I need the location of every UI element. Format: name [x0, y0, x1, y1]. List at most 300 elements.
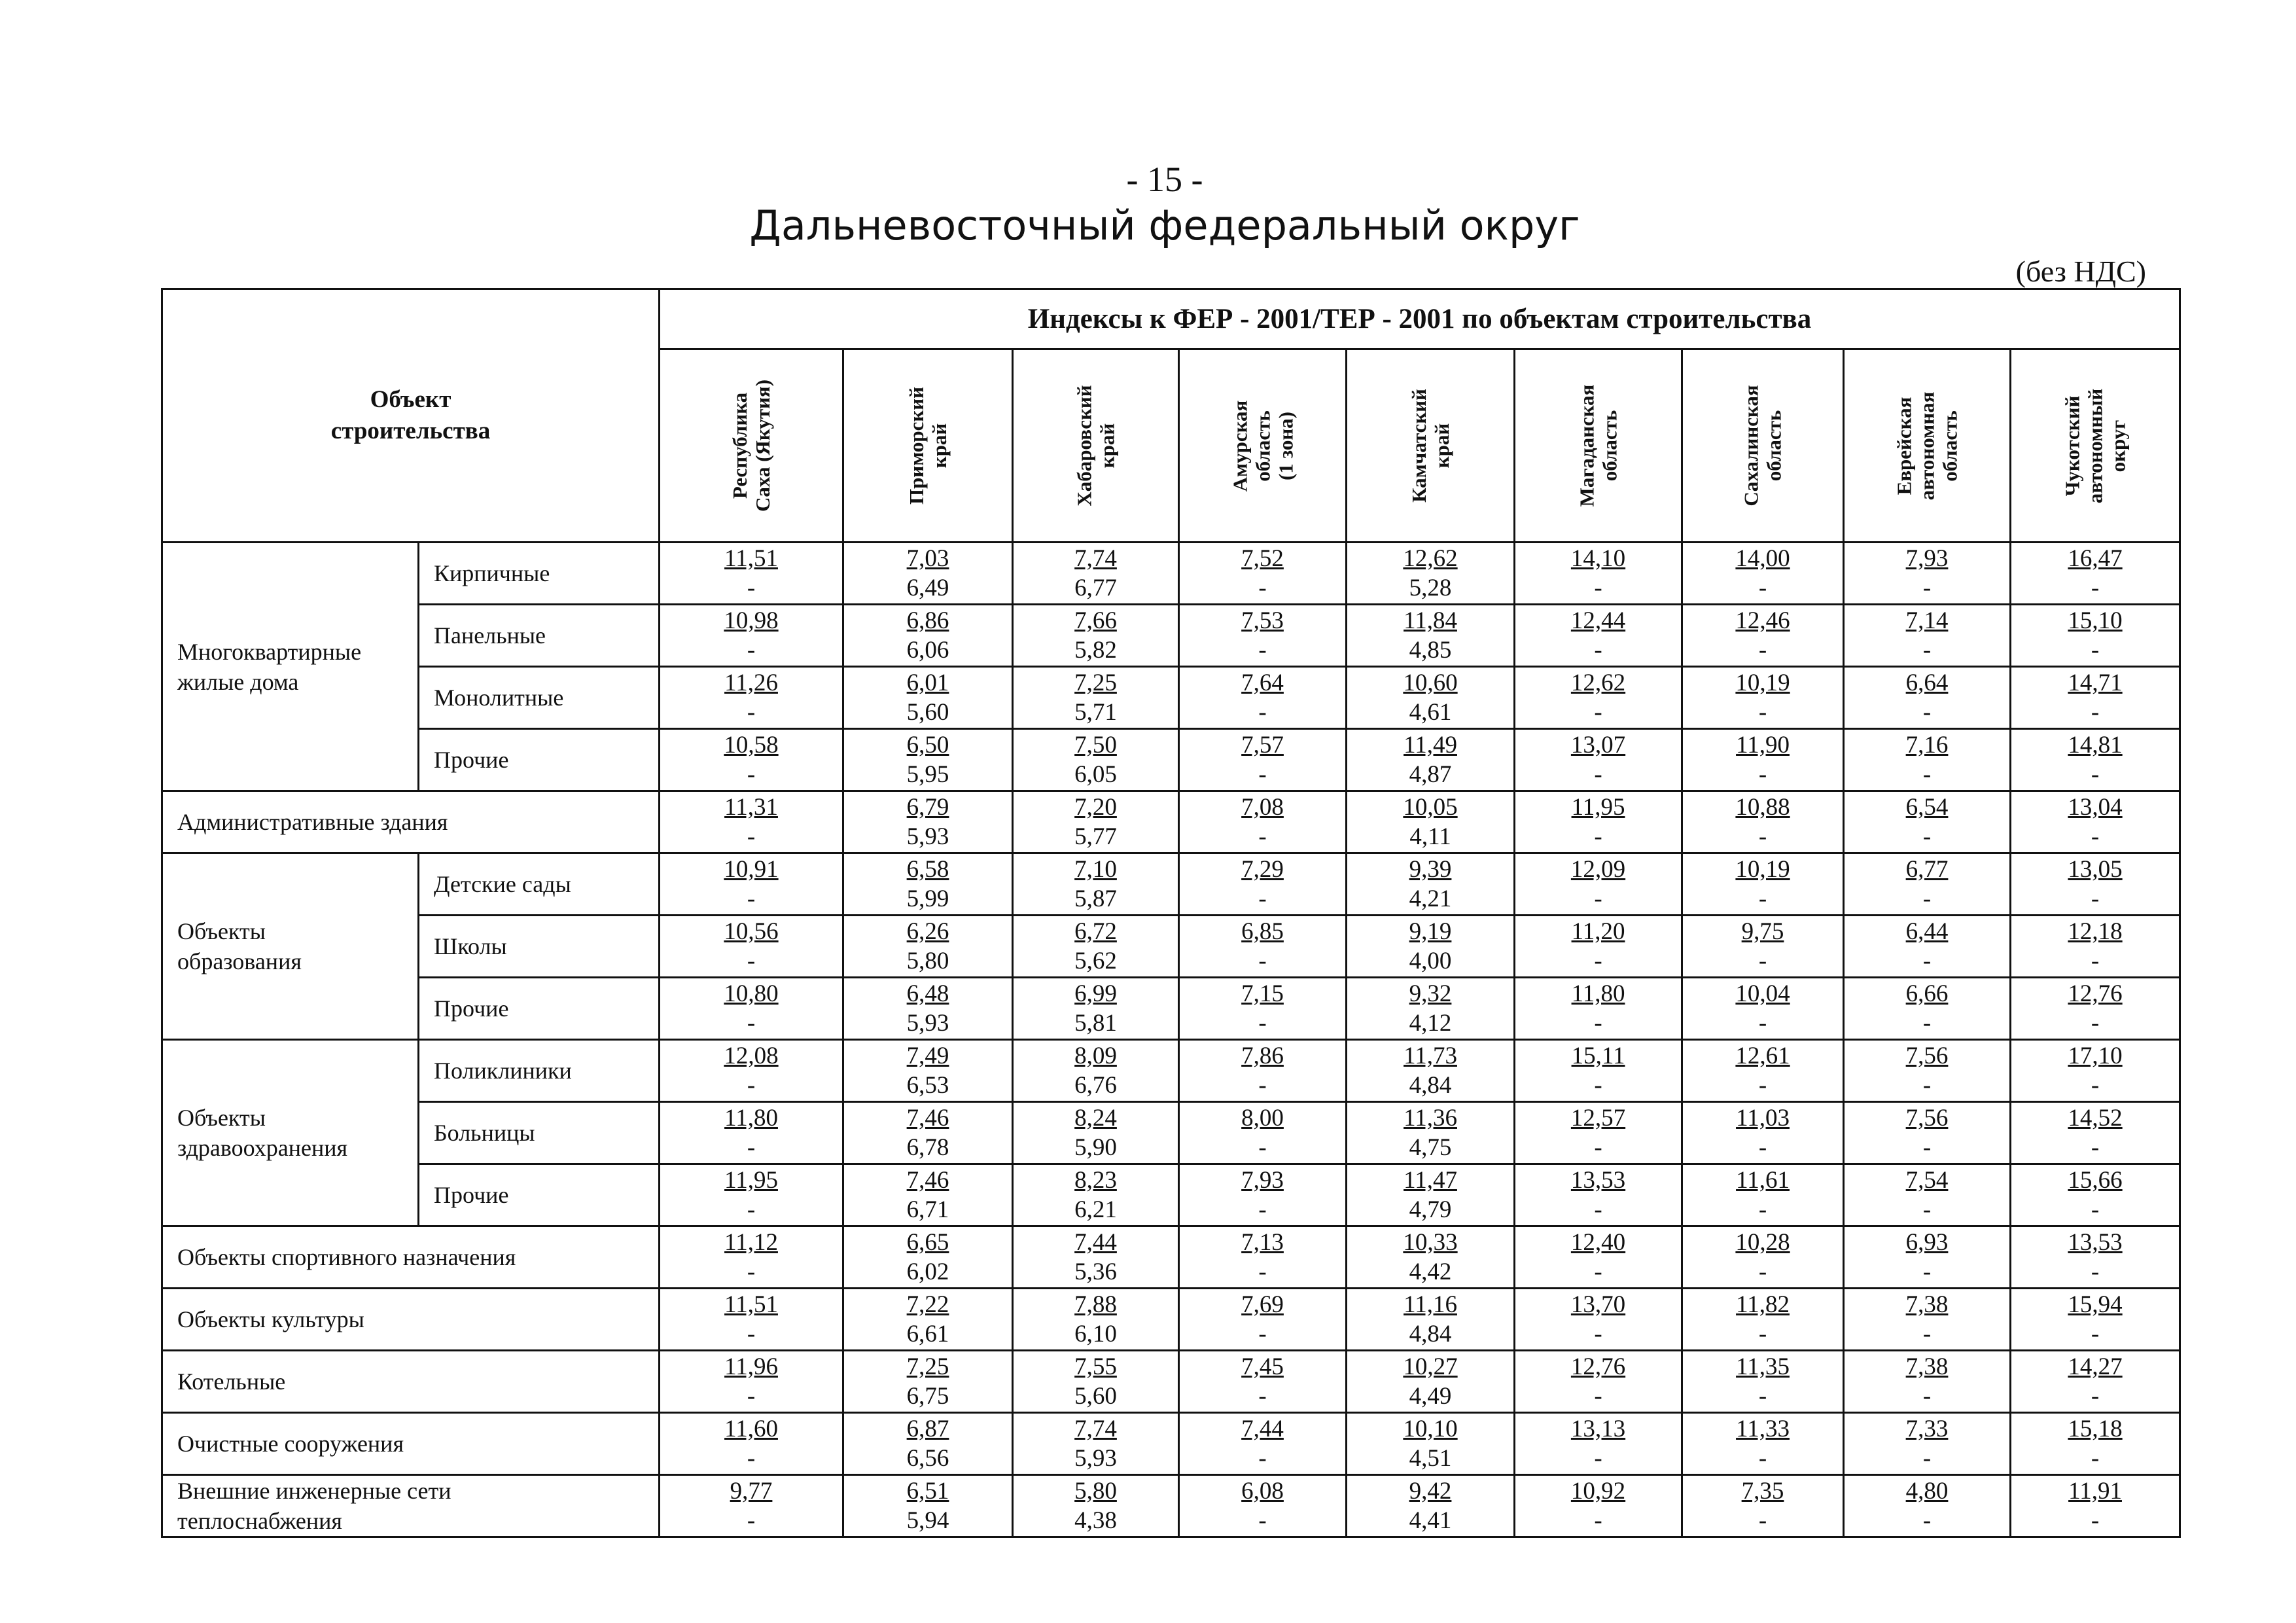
index-value-cell — [1179, 1351, 1347, 1413]
index-value-bottom: - — [1922, 1010, 1932, 1037]
index-value-top: 12,08 — [724, 1043, 779, 1069]
index-value-cell — [660, 543, 843, 605]
index-value-top: 9,39 — [1409, 856, 1452, 883]
region-header-4 — [1179, 349, 1347, 543]
object-header-line-2: строительства — [330, 418, 491, 444]
index-value-top: 6,86 — [906, 607, 949, 634]
index-value-top: 10,33 — [1403, 1229, 1458, 1256]
index-value-cell — [1179, 853, 1347, 916]
index-value-top: 11,51 — [724, 545, 778, 572]
index-value-cell — [1013, 1289, 1179, 1351]
index-value-cell — [1179, 1475, 1347, 1537]
index-value-top: 7,66 — [1074, 607, 1117, 634]
index-value-cell — [1844, 1475, 2011, 1537]
index-value-top: 6,58 — [906, 856, 949, 883]
index-value-top: 7,46 — [906, 1105, 949, 1132]
index-value-top: 11,31 — [724, 794, 778, 821]
index-value-cell — [1179, 1164, 1347, 1226]
index-value-top: 7,56 — [1905, 1043, 1949, 1069]
index-value-bottom: - — [747, 637, 756, 664]
index-value-bottom: - — [1922, 637, 1932, 664]
index-value-top: 7,08 — [1241, 794, 1284, 821]
index-value-bottom: - — [747, 1258, 756, 1285]
index-value-top: 11,20 — [1571, 918, 1625, 945]
index-value-top: 7,14 — [1905, 607, 1949, 634]
index-value-bottom: - — [747, 1134, 756, 1161]
index-value-top: 10,10 — [1403, 1416, 1458, 1442]
object-type-label — [162, 1475, 660, 1537]
index-value-bottom: - — [1922, 1445, 1932, 1472]
index-value-top: 11,82 — [1736, 1291, 1790, 1318]
index-value-cell — [1013, 1351, 1179, 1413]
index-value-top: 11,91 — [2068, 1478, 2122, 1505]
table-row — [162, 543, 2180, 605]
index-value-cell — [1682, 978, 1844, 1040]
index-value-top: 11,03 — [1736, 1105, 1790, 1132]
index-value-cell — [2011, 1351, 2180, 1413]
index-value-bottom: - — [1758, 575, 1767, 601]
index-value-bottom: 5,93 — [906, 823, 949, 850]
index-value-cell — [2011, 543, 2180, 605]
index-value-bottom: 4,51 — [1409, 1445, 1452, 1472]
index-value-cell — [843, 791, 1013, 853]
index-value-bottom: - — [2091, 1258, 2100, 1285]
object-type-label-line: Объекты — [177, 918, 266, 944]
index-value-cell — [1682, 1289, 1844, 1351]
index-value-bottom: - — [1758, 637, 1767, 664]
table-row — [162, 1102, 2180, 1164]
index-value-top: 7,46 — [906, 1167, 949, 1194]
index-value-top: 6,77 — [1905, 856, 1949, 883]
index-value-bottom: 4,42 — [1409, 1258, 1452, 1285]
table-row — [162, 1289, 2180, 1351]
index-value-top: 6,66 — [1905, 980, 1949, 1007]
index-value-cell — [1013, 1475, 1179, 1537]
index-value-bottom: 6,10 — [1074, 1321, 1117, 1347]
index-value-bottom: 5,82 — [1074, 637, 1117, 664]
index-value-top: 9,32 — [1409, 980, 1452, 1007]
index-value-top: 6,87 — [906, 1416, 949, 1442]
index-value-top: 8,24 — [1074, 1105, 1117, 1132]
index-value-cell — [1013, 667, 1179, 729]
index-value-bottom: 5,77 — [1074, 823, 1117, 850]
object-type-label — [162, 791, 660, 853]
index-value-bottom: - — [1594, 1072, 1602, 1099]
region-label-line: Чукотский — [2060, 395, 2084, 496]
index-value-cell — [1515, 667, 1682, 729]
index-value-bottom: 5,62 — [1074, 948, 1117, 974]
index-value-cell — [843, 1413, 1013, 1475]
index-value-bottom: - — [1258, 1258, 1267, 1285]
index-value-bottom: - — [1922, 948, 1932, 974]
index-value-bottom: 6,56 — [906, 1445, 949, 1472]
index-value-cell — [1013, 729, 1179, 791]
index-value-bottom: - — [747, 823, 756, 850]
index-value-bottom: - — [1758, 1010, 1767, 1037]
index-value-top: 12,44 — [1570, 607, 1626, 634]
index-value-cell — [1682, 1475, 1844, 1537]
index-value-bottom: - — [1258, 1383, 1267, 1410]
index-value-bottom: - — [2091, 761, 2100, 788]
index-value-bottom: - — [747, 1196, 756, 1223]
index-value-cell — [660, 1413, 843, 1475]
index-value-cell — [660, 605, 843, 667]
index-value-top: 11,95 — [724, 1167, 778, 1194]
index-value-bottom: - — [1594, 1258, 1602, 1285]
index-value-top: 7,22 — [906, 1291, 949, 1318]
index-value-top: 11,12 — [724, 1229, 778, 1256]
index-value-top: 9,42 — [1409, 1478, 1452, 1505]
index-value-top: 7,74 — [1074, 545, 1117, 572]
region-label — [728, 380, 774, 512]
index-value-bottom: - — [1922, 575, 1932, 601]
index-value-cell — [1179, 1289, 1347, 1351]
index-value-cell — [1844, 1413, 2011, 1475]
region-label-line: Еврейская — [1892, 397, 1916, 495]
index-value-cell — [1347, 1040, 1515, 1102]
index-value-cell — [1844, 1226, 2011, 1289]
index-value-cell — [1179, 978, 1347, 1040]
index-value-top: 17,10 — [2068, 1043, 2123, 1069]
index-value-bottom: - — [2091, 637, 2100, 664]
index-value-top: 11,16 — [1404, 1291, 1457, 1318]
index-value-top: 10,28 — [1735, 1229, 1790, 1256]
vat-note: (без НДС) — [2015, 255, 2146, 288]
index-value-cell — [1179, 605, 1347, 667]
index-value-top: 11,35 — [1736, 1353, 1790, 1380]
index-value-cell — [1844, 1351, 2011, 1413]
region-label-line: автономная — [1915, 391, 1939, 500]
index-value-bottom: 5,99 — [906, 885, 949, 912]
index-value-top: 6,44 — [1905, 918, 1949, 945]
index-value-top: 10,58 — [724, 732, 779, 758]
index-value-cell — [2011, 605, 2180, 667]
index-value-cell — [1179, 729, 1347, 791]
index-value-cell — [843, 667, 1013, 729]
index-value-bottom: 5,71 — [1074, 699, 1117, 726]
indices-table — [161, 288, 2181, 1538]
index-value-bottom: - — [1594, 1196, 1602, 1223]
index-value-cell — [1844, 1164, 2011, 1226]
region-label-line: область — [1598, 410, 1621, 482]
index-value-cell — [843, 729, 1013, 791]
index-value-bottom: 6,78 — [906, 1134, 949, 1161]
index-value-cell — [1179, 791, 1347, 853]
index-value-bottom: 5,60 — [906, 699, 949, 726]
index-value-bottom: - — [1594, 699, 1602, 726]
index-value-bottom: - — [747, 1507, 756, 1534]
index-value-bottom: 6,71 — [906, 1196, 949, 1223]
region-label-line: Сахалинская — [1740, 385, 1763, 507]
index-value-bottom: - — [2091, 1507, 2100, 1534]
index-value-top: 14,52 — [2068, 1105, 2123, 1132]
index-value-top: 7,13 — [1241, 1229, 1284, 1256]
index-value-cell — [660, 1475, 843, 1537]
index-value-top: 10,88 — [1735, 794, 1790, 821]
index-value-bottom: - — [1258, 1445, 1267, 1472]
index-value-top: 7,44 — [1241, 1416, 1284, 1442]
index-value-top: 6,72 — [1074, 918, 1117, 945]
object-header-cell — [162, 289, 660, 543]
index-value-cell — [2011, 729, 2180, 791]
region-label — [1893, 391, 1962, 500]
index-value-cell — [660, 1164, 843, 1226]
index-value-bottom: 5,28 — [1409, 575, 1452, 601]
index-value-cell — [1844, 791, 2011, 853]
index-value-cell — [1347, 667, 1515, 729]
index-value-bottom: - — [1758, 885, 1767, 912]
index-value-bottom: 4,49 — [1409, 1383, 1452, 1410]
index-value-cell — [1682, 729, 1844, 791]
index-value-cell — [1515, 1164, 1682, 1226]
index-value-bottom: - — [747, 1010, 756, 1037]
index-value-top: 6,08 — [1241, 1478, 1284, 1505]
index-value-cell — [1013, 1164, 1179, 1226]
index-value-bottom: - — [1258, 1072, 1267, 1099]
object-type-label-line: образования — [177, 948, 302, 974]
index-value-bottom: - — [2091, 1134, 2100, 1161]
region-label-line: Хабаровский — [1072, 385, 1096, 507]
region-label-line: область — [1938, 410, 1962, 482]
index-value-top: 11,51 — [724, 1291, 778, 1318]
region-label-line: автономный — [2083, 388, 2107, 503]
object-subtype-label: Больницы — [419, 1102, 660, 1164]
index-value-bottom: - — [1594, 1321, 1602, 1347]
index-value-top: 7,52 — [1241, 545, 1284, 572]
index-value-bottom: - — [1258, 699, 1267, 726]
index-value-bottom: - — [1258, 1010, 1267, 1037]
index-value-top: 7,54 — [1905, 1167, 1949, 1194]
object-subtype-label: Прочие — [419, 978, 660, 1040]
index-value-bottom: - — [1922, 1321, 1932, 1347]
index-value-bottom: - — [1258, 761, 1267, 788]
index-value-bottom: 4,38 — [1074, 1507, 1117, 1534]
index-value-cell — [1347, 1226, 1515, 1289]
index-value-cell — [660, 1351, 843, 1413]
index-value-cell — [1515, 1475, 1682, 1537]
index-value-cell — [1347, 916, 1515, 978]
index-value-bottom: - — [2091, 699, 2100, 726]
index-value-top: 14,00 — [1735, 545, 1790, 572]
index-value-bottom: 4,00 — [1409, 948, 1452, 974]
region-label-line: Камчатский — [1407, 389, 1431, 503]
index-value-cell — [1179, 1226, 1347, 1289]
index-value-top: 7,29 — [1241, 856, 1284, 883]
object-type-label-line: Внешние инженерные сети — [177, 1478, 451, 1504]
index-value-bottom: 6,77 — [1074, 575, 1117, 601]
index-value-top: 7,44 — [1074, 1229, 1117, 1256]
region-label-line: (1 зона) — [1274, 411, 1298, 480]
index-value-bottom: - — [2091, 948, 2100, 974]
object-subtype-label: Школы — [419, 916, 660, 978]
index-value-cell — [1347, 1351, 1515, 1413]
object-subtype-label: Поликлиники — [419, 1040, 660, 1102]
object-header-line-1: Объект — [370, 386, 451, 413]
index-value-cell — [1844, 729, 2011, 791]
index-value-top: 12,46 — [1735, 607, 1790, 634]
index-value-cell — [1515, 978, 1682, 1040]
index-value-top: 5,80 — [1074, 1478, 1117, 1505]
index-value-top: 11,36 — [1404, 1105, 1457, 1132]
index-value-bottom: - — [1922, 1072, 1932, 1099]
index-value-cell — [1013, 1040, 1179, 1102]
index-value-top: 7,16 — [1905, 732, 1949, 758]
region-label — [1228, 400, 1297, 491]
index-value-cell — [660, 1289, 843, 1351]
index-value-cell — [1347, 1413, 1515, 1475]
object-type-label-line: Котельные — [177, 1368, 286, 1395]
index-value-bottom: - — [1758, 1445, 1767, 1472]
region-label-line: край — [1095, 423, 1119, 469]
index-value-cell — [1013, 978, 1179, 1040]
index-value-cell — [843, 1164, 1013, 1226]
index-value-cell — [660, 667, 843, 729]
object-subtype-label: Кирпичные — [419, 543, 660, 605]
region-label-line: область — [1251, 410, 1275, 482]
index-value-bottom: 6,05 — [1074, 761, 1117, 788]
index-value-top: 15,11 — [1571, 1043, 1625, 1069]
index-value-bottom: - — [1594, 575, 1602, 601]
object-subtype-label: Прочие — [419, 1164, 660, 1226]
index-value-cell — [1682, 853, 1844, 916]
index-value-top: 12,62 — [1570, 669, 1626, 696]
index-value-bottom: - — [2091, 1445, 2100, 1472]
index-value-cell — [1013, 853, 1179, 916]
index-value-bottom: 6,53 — [906, 1072, 949, 1099]
index-value-cell — [1844, 667, 2011, 729]
index-value-top: 11,96 — [724, 1353, 778, 1380]
index-value-bottom: 4,61 — [1409, 699, 1452, 726]
index-value-bottom: - — [2091, 1072, 2100, 1099]
table-row — [162, 667, 2180, 729]
index-value-top: 13,70 — [1570, 1291, 1626, 1318]
object-type-label-line: Объекты спортивного назначения — [177, 1244, 516, 1270]
index-value-bottom: - — [1758, 1507, 1767, 1534]
index-value-cell — [1682, 543, 1844, 605]
index-value-top: 6,99 — [1074, 980, 1117, 1007]
index-value-cell — [1013, 916, 1179, 978]
index-value-bottom: - — [1922, 699, 1932, 726]
index-value-cell — [1347, 978, 1515, 1040]
index-value-bottom: - — [2091, 885, 2100, 912]
index-value-cell — [2011, 1475, 2180, 1537]
index-value-top: 6,64 — [1905, 669, 1949, 696]
index-value-bottom: - — [1922, 885, 1932, 912]
table-row — [162, 1475, 2180, 1537]
indices-header: Индексы к ФЕР - 2001/ТЕР - 2001 по объектам строительства — [660, 289, 2180, 349]
index-value-cell — [2011, 1413, 2180, 1475]
index-value-cell — [1347, 1475, 1515, 1537]
index-value-top: 7,38 — [1905, 1353, 1949, 1380]
object-subtype-label: Детские сады — [419, 853, 660, 916]
index-value-cell — [2011, 1040, 2180, 1102]
index-value-bottom: 5,80 — [906, 948, 949, 974]
index-value-bottom: - — [1758, 1321, 1767, 1347]
index-value-top: 12,18 — [2068, 918, 2123, 945]
table-row — [162, 1226, 2180, 1289]
index-value-cell — [1013, 543, 1179, 605]
index-value-cell — [1179, 667, 1347, 729]
table-row — [162, 1164, 2180, 1226]
index-value-top: 6,54 — [1905, 794, 1949, 821]
index-value-cell — [660, 1040, 843, 1102]
index-value-bottom: - — [747, 1445, 756, 1472]
index-value-top: 15,94 — [2068, 1291, 2123, 1318]
index-value-bottom: 4,41 — [1409, 1507, 1452, 1534]
index-value-cell — [2011, 916, 2180, 978]
object-type-label-line: жилые дома — [177, 668, 299, 695]
index-value-cell — [1515, 1226, 1682, 1289]
table-row — [162, 605, 2180, 667]
index-value-cell — [660, 916, 843, 978]
index-value-top: 7,56 — [1905, 1105, 1949, 1132]
index-value-top: 7,64 — [1241, 669, 1284, 696]
index-value-bottom: - — [1258, 948, 1267, 974]
index-value-bottom: - — [1758, 823, 1767, 850]
region-label-line: Саха (Якутия) — [751, 379, 775, 512]
region-label-line: округ — [2106, 419, 2130, 472]
index-value-top: 7,86 — [1241, 1043, 1284, 1069]
index-value-top: 10,98 — [724, 607, 779, 634]
object-type-label-line: здравоохранения — [177, 1135, 348, 1161]
index-value-cell — [843, 853, 1013, 916]
index-value-top: 7,49 — [906, 1043, 949, 1069]
index-value-cell — [1682, 1351, 1844, 1413]
index-value-cell — [1515, 916, 1682, 978]
index-value-cell — [1844, 543, 2011, 605]
index-value-bottom: 5,93 — [1074, 1445, 1117, 1472]
region-header-7 — [1682, 349, 1844, 543]
index-value-bottom: 5,93 — [906, 1010, 949, 1037]
index-value-cell — [1013, 1226, 1179, 1289]
index-value-top: 7,20 — [1074, 794, 1117, 821]
index-value-top: 14,10 — [1570, 545, 1626, 572]
index-value-top: 12,09 — [1570, 856, 1626, 883]
index-value-top: 7,15 — [1241, 980, 1284, 1007]
index-value-top: 11,61 — [1736, 1167, 1790, 1194]
index-value-bottom: - — [2091, 575, 2100, 601]
index-value-bottom: - — [747, 1072, 756, 1099]
index-value-bottom: - — [1258, 1321, 1267, 1347]
index-value-bottom: 4,21 — [1409, 885, 1452, 912]
index-value-cell — [1179, 1102, 1347, 1164]
index-value-bottom: 6,02 — [906, 1258, 949, 1285]
index-value-cell — [660, 729, 843, 791]
index-value-cell — [660, 853, 843, 916]
index-value-top: 7,69 — [1241, 1291, 1284, 1318]
index-value-top: 6,01 — [906, 669, 949, 696]
index-value-bottom: - — [2091, 1383, 2100, 1410]
index-value-top: 10,27 — [1403, 1353, 1458, 1380]
index-value-top: 6,51 — [906, 1478, 949, 1505]
region-header-2 — [843, 349, 1013, 543]
region-header-6 — [1515, 349, 1682, 543]
index-value-cell — [1682, 605, 1844, 667]
index-value-top: 7,93 — [1241, 1167, 1284, 1194]
region-label-line: область — [1763, 410, 1786, 482]
index-value-cell — [2011, 1289, 2180, 1351]
region-header-8 — [1844, 349, 2011, 543]
index-value-top: 9,77 — [730, 1478, 773, 1505]
index-value-bottom: - — [1758, 1134, 1767, 1161]
index-value-top: 7,53 — [1241, 607, 1284, 634]
index-value-bottom: - — [1758, 699, 1767, 726]
index-value-cell — [2011, 791, 2180, 853]
index-value-bottom: 5,87 — [1074, 885, 1117, 912]
index-value-top: 6,50 — [906, 732, 949, 758]
index-value-top: 9,19 — [1409, 918, 1452, 945]
index-value-top: 10,56 — [724, 918, 779, 945]
